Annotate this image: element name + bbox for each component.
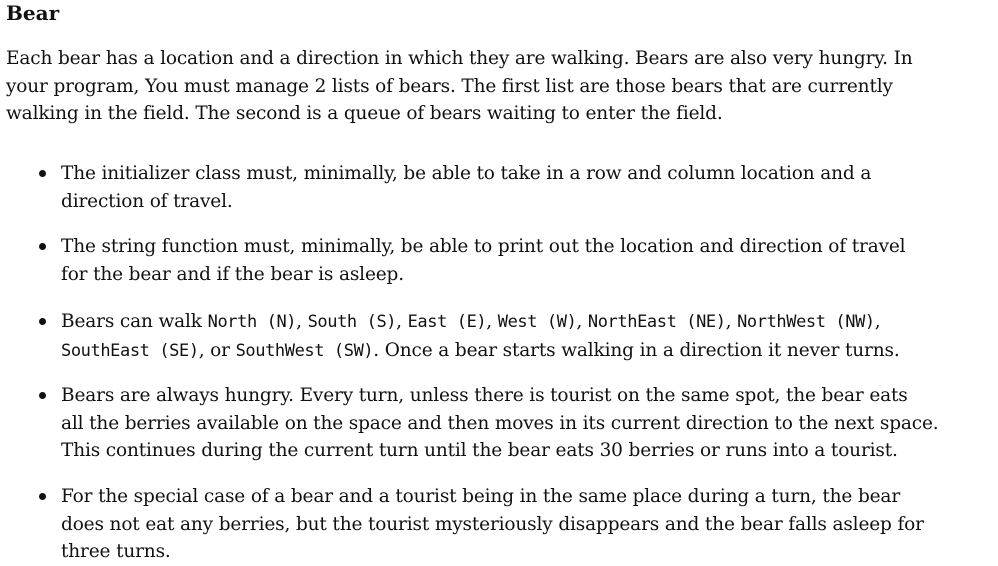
bullet-icon xyxy=(39,493,46,500)
item-text: . Once a bear starts walking in a direction it never turns. xyxy=(373,339,900,361)
direction-code: East (E) xyxy=(407,312,487,332)
item-line xyxy=(61,308,981,337)
separator: , xyxy=(486,311,498,332)
intro-paragraph xyxy=(6,45,966,128)
item-line: for the bear and if the bear is asleep. xyxy=(61,263,404,285)
list-item xyxy=(61,382,981,465)
item-line: three turns. xyxy=(61,541,171,562)
item-line: This continues during the current turn until the bear eats 30 berries or runs into a tourist. xyxy=(61,440,898,461)
item-line: For the special case of a bear and a tourist being in the same place during a turn, the bear xyxy=(61,486,901,507)
direction-code: SouthEast (SE) xyxy=(61,340,199,361)
intro-line: walking in the field. The second is a queue of bears waiting to enter the field. xyxy=(6,103,723,124)
direction-code: North (N) xyxy=(207,312,297,332)
item-text: Bears can walk xyxy=(61,311,208,332)
direction-code: South (S) xyxy=(307,312,397,332)
item-line: The string function must, minimally, be able to print out the location and direction of travel xyxy=(61,236,906,257)
separator: , xyxy=(725,311,738,332)
list-item xyxy=(61,233,981,288)
intro-line: your program, You must manage 2 lists of bears. The first list are those bears that are currently xyxy=(6,75,893,97)
section-heading: Bear xyxy=(6,1,60,25)
item-line: all the berries available on the space and then moves in its current direction to the next space. xyxy=(61,412,939,434)
direction-code: SouthWest (SW) xyxy=(235,340,374,361)
item-line: The initializer class must, minimally, be able to take in a row and column location and a xyxy=(61,163,872,184)
item-line: direction of travel. xyxy=(61,190,233,212)
separator: , or xyxy=(198,339,236,361)
list-item xyxy=(61,308,981,365)
list-item xyxy=(61,160,981,215)
direction-code: NorthEast (NE) xyxy=(587,312,726,332)
item-line: does not eat any berries, but the tourist mysteriously disappears and the bear falls asleep for xyxy=(61,513,924,535)
bullet-icon xyxy=(39,170,46,177)
bullet-icon xyxy=(39,243,46,250)
separator: , xyxy=(296,311,308,332)
intro-line: Each bear has a location and a direction in which they are walking. Bears are also very hungry. In xyxy=(6,48,913,69)
separator: , xyxy=(576,311,588,332)
item-line xyxy=(61,337,981,366)
item-line: Bears are always hungry. Every turn, unless there is tourist on the same spot, the bear eats xyxy=(61,385,908,406)
separator: , xyxy=(396,311,408,332)
separator: , xyxy=(874,311,881,332)
list-item xyxy=(61,483,981,566)
bullet-icon xyxy=(39,392,46,399)
direction-code: NorthWest (NW) xyxy=(737,312,875,332)
direction-code: West (W) xyxy=(497,312,577,332)
bullet-icon xyxy=(39,318,46,325)
